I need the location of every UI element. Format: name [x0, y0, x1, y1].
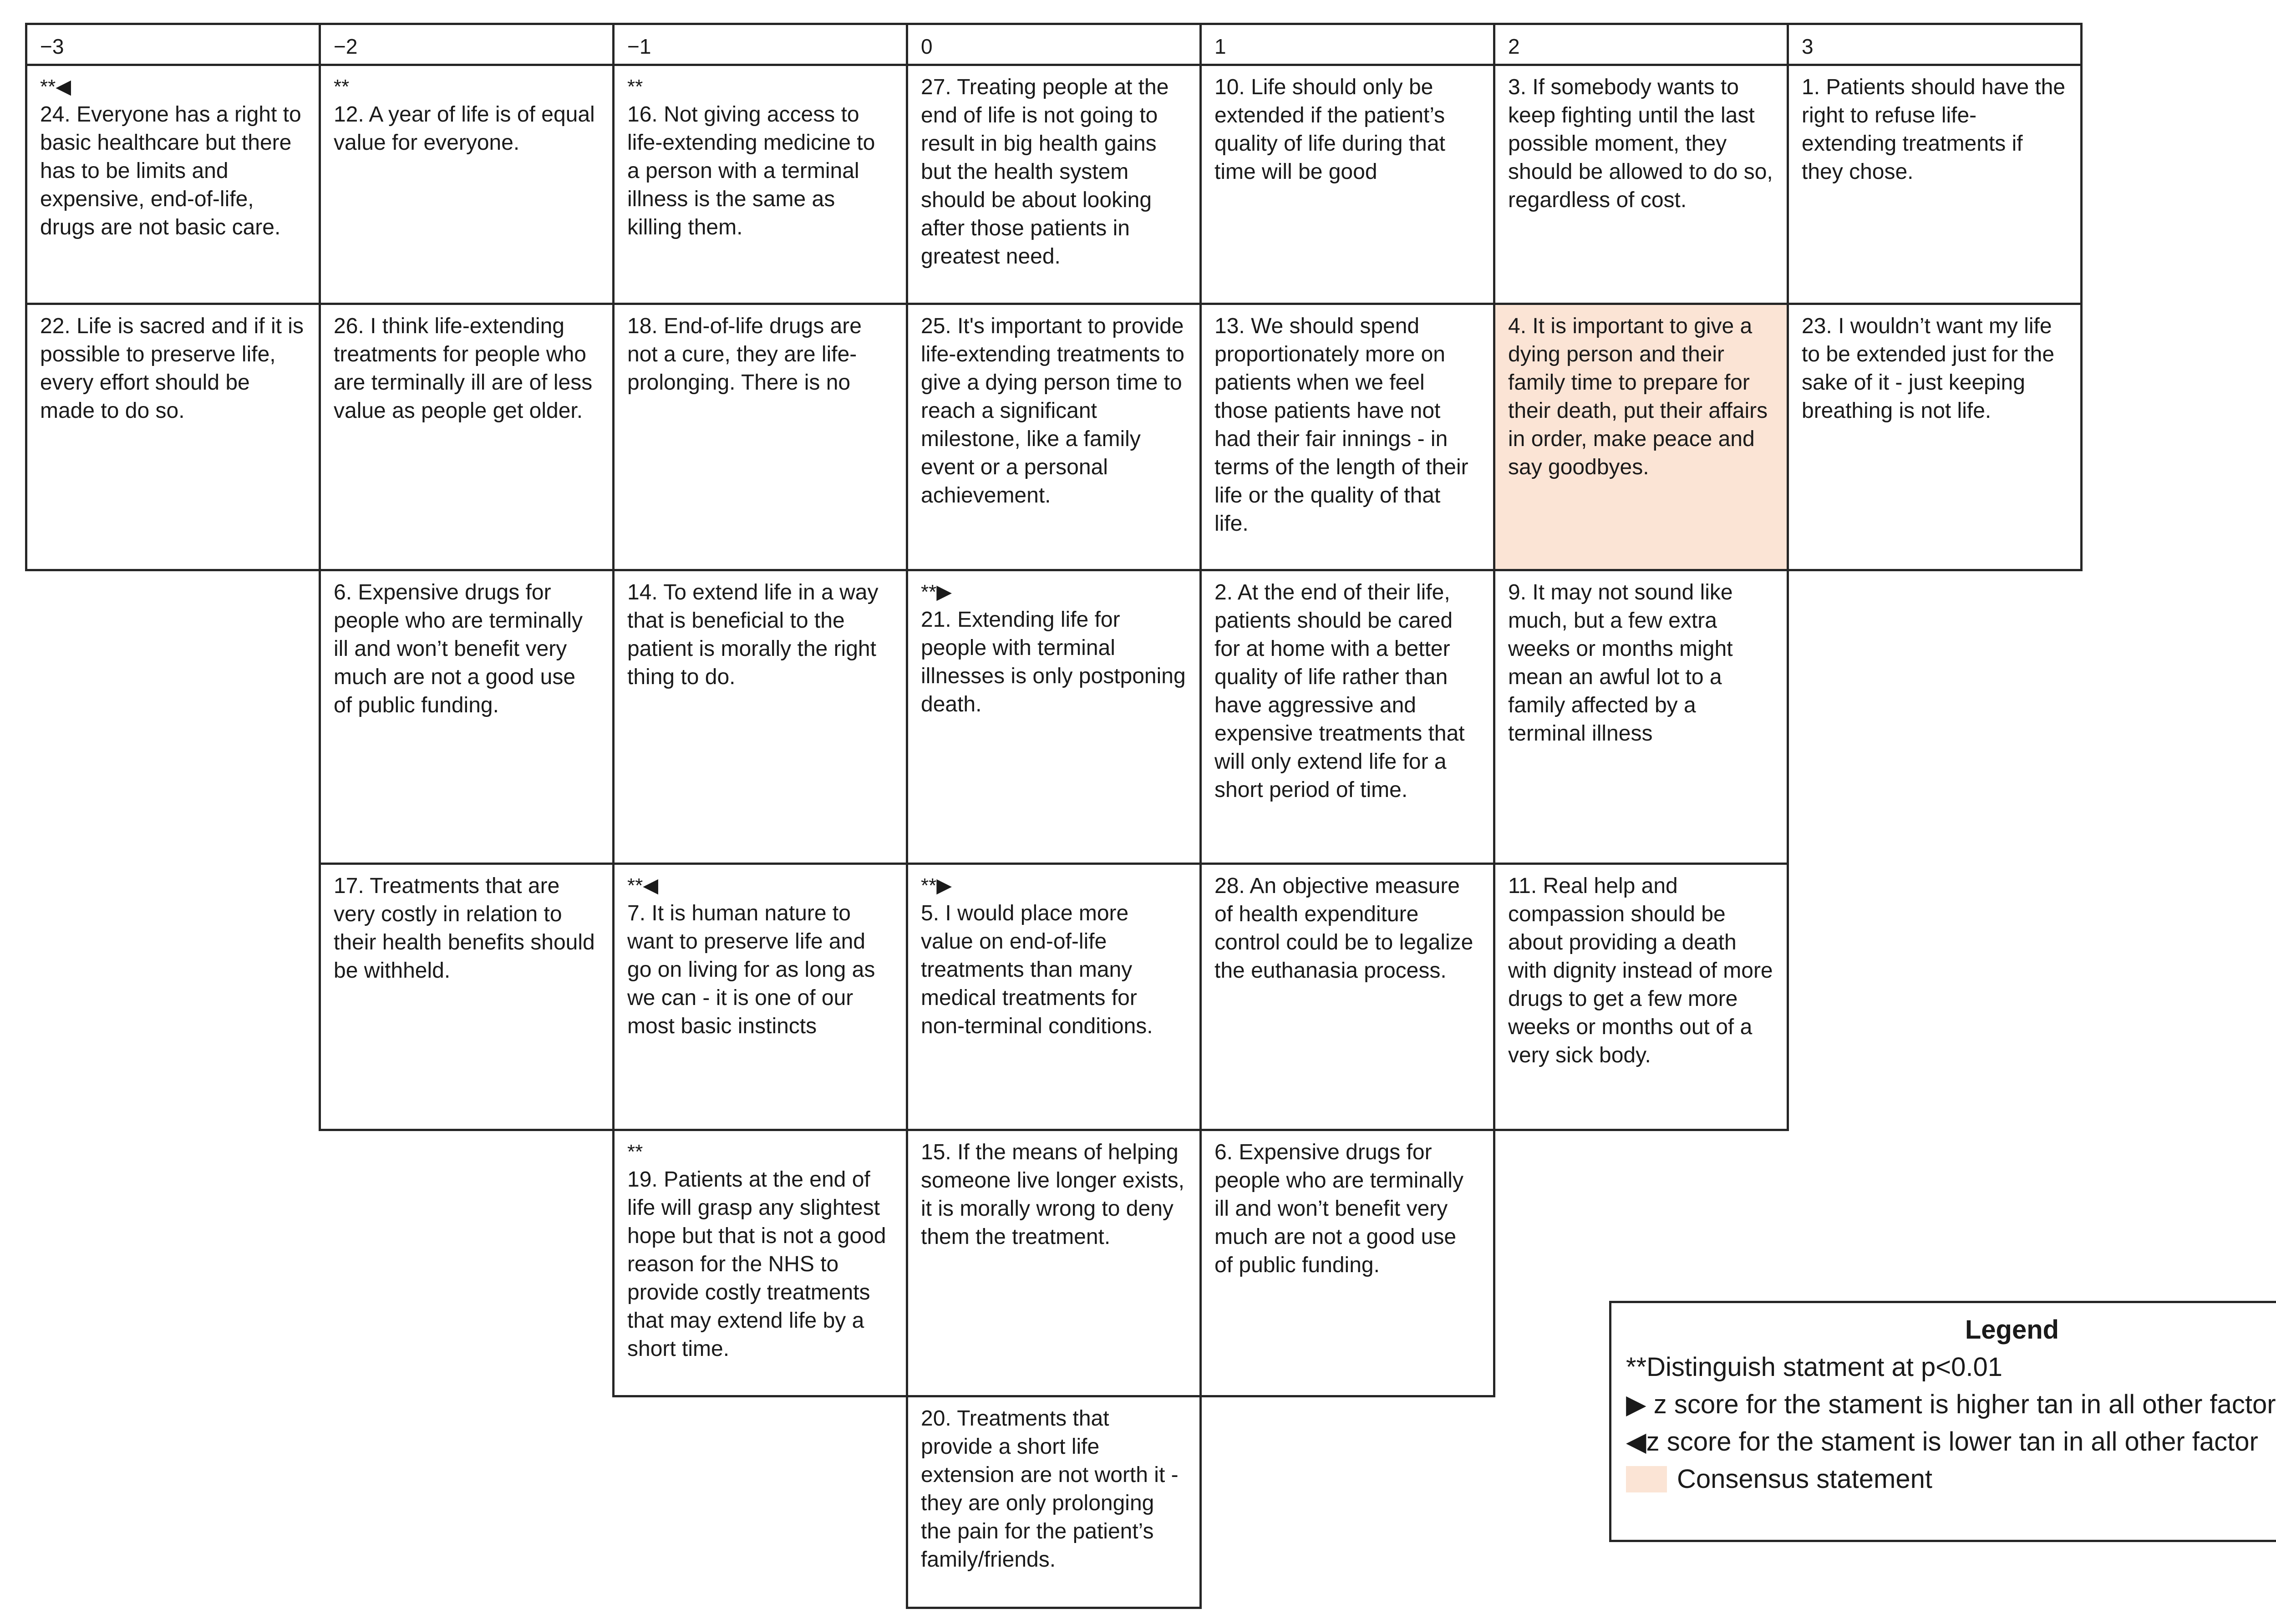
statement-text: 26. I think life-extending treatments for people who are terminally ill are of less value as people get older.	[334, 314, 593, 423]
significance-marker: **▶	[921, 874, 952, 897]
legend-lower-label: ◀z score for the stament is lower tan in all other factor	[1626, 1427, 2258, 1457]
statement-text: 25. It's important to provide life-extending treatments to give a dying person time to reach a significant milestone, like a family event or a personal achievement.	[921, 314, 1184, 508]
statement-card	[612, 303, 908, 571]
significance-marker: **	[627, 76, 643, 98]
statement-card	[1493, 569, 1789, 865]
statement-card	[1199, 569, 1495, 865]
statement-text: 19. Patients at the end of life will grasp any slightest hope but that is not a good reason for the NHS to provide costly treatments that may extend life by a short time.	[627, 1167, 886, 1361]
statement-card	[906, 1129, 1202, 1397]
statement-card	[319, 569, 615, 865]
legend-distinguish-item	[1626, 1349, 2276, 1386]
column-header-1: −2	[319, 23, 615, 66]
statement-card	[1199, 64, 1495, 305]
column-header-6: 3	[1787, 23, 2083, 66]
statement-card	[319, 303, 615, 571]
statement-card	[1199, 1129, 1495, 1397]
statement-text: 16. Not giving access to life-extending medicine to a person with a terminal illness is the same as killing them.	[627, 102, 875, 239]
statement-text: 6. Expensive drugs for people who are terminally ill and won’t benefit very much are not a good use of public funding.	[1214, 1140, 1463, 1277]
statement-text: 6. Expensive drugs for people who are terminally ill and won’t benefit very much are not a good use of public funding.	[334, 580, 583, 717]
legend-box	[1609, 1301, 2276, 1542]
statement-card	[319, 64, 615, 305]
statement-text: 4. It is important to give a dying person and their family time to prepare for their death, put their affairs in order, make peace and say goodbyes.	[1508, 314, 1768, 479]
significance-marker: **◀	[40, 76, 71, 98]
significance-marker: **	[627, 1141, 643, 1163]
statement-text: 12. A year of life is of equal value for everyone.	[334, 102, 595, 155]
statement-text: 23. I wouldn’t want my life to be extended just for the sake of it - just keeping breathing is not life.	[1802, 314, 2055, 423]
statement-card	[612, 569, 908, 865]
statement-card	[612, 64, 908, 305]
statement-text: 28. An objective measure of health expenditure control could be to legalize the euthanasia process.	[1214, 874, 1473, 983]
statement-card	[906, 863, 1202, 1131]
statement-card	[25, 303, 321, 571]
column-header-0: −3	[25, 23, 321, 66]
significance-marker: **▶	[921, 581, 952, 603]
statement-card	[25, 64, 321, 305]
statement-text: 14. To extend life in a way that is beneficial to the patient is morally the right thing to do.	[627, 580, 879, 689]
statement-card	[1493, 863, 1789, 1131]
statement-text: 22. Life is sacred and if it is possible to preserve life, every effort should be made to do so.	[40, 314, 304, 423]
statement-card	[1493, 303, 1789, 571]
statement-text: 9. It may not sound like much, but a few extra weeks or months might mean an awful lot to a family affected by a terminal illness	[1508, 580, 1733, 746]
legend-higher-item	[1626, 1386, 2276, 1423]
statement-card	[906, 569, 1202, 865]
statement-card	[612, 1129, 908, 1397]
column-header-5: 2	[1493, 23, 1789, 66]
statement-text: 2. At the end of their life, patients should be cared for at home with a better quality of life rather than have aggressive and expensive treatments that will only extend life for a short period of time.	[1214, 580, 1465, 802]
statement-card	[1493, 64, 1789, 305]
statement-text: 17. Treatments that are very costly in relation to their health benefits should be withheld.	[334, 874, 595, 983]
statement-text: 20. Treatments that provide a short life extension are not worth it - they are only prolonging the pain for the patient’s family/friends.	[921, 1406, 1179, 1572]
statement-card	[1787, 303, 2083, 571]
legend-distinguish-label: **Distinguish statment at p<0.01	[1626, 1352, 2002, 1382]
significance-marker: **	[334, 76, 350, 98]
statement-text: 11. Real help and compassion should be about providing a death with dignity instead of more drugs to get a few more weeks or months out of a very sick body.	[1508, 874, 1773, 1067]
statement-text: 7. It is human nature to want to preserve life and go on living for as long as we can - it is one of our most basic instincts	[627, 901, 875, 1038]
legend-higher-label: ▶ z score for the stament is higher tan in all other factor	[1626, 1390, 2276, 1419]
significance-marker: **◀	[627, 874, 659, 897]
statement-text: 18. End-of-life drugs are not a cure, they are life-prolonging. There is no	[627, 314, 862, 395]
legend-lower-item	[1626, 1423, 2276, 1461]
statement-card	[906, 303, 1202, 571]
statement-card	[1199, 863, 1495, 1131]
statement-text: 21. Extending life for people with terminal illnesses is only postponing death.	[921, 608, 1186, 716]
statement-card	[906, 1395, 1202, 1609]
statement-card	[319, 863, 615, 1131]
statement-card	[1787, 64, 2083, 305]
statement-text: 13. We should spend proportionately more on patients when we feel those patients have not had their fair innings - in terms of the length of their life or the quality of that life.	[1214, 314, 1468, 536]
legend-title: Legend	[1965, 1315, 2059, 1345]
statement-card	[906, 64, 1202, 305]
statement-text: 24. Everyone has a right to basic healthcare but there has to be limits and expensive, end-of-life, drugs are not basic care.	[40, 102, 301, 239]
statement-text: 10. Life should only be extended if the patient’s quality of life during that time will be good	[1214, 75, 1445, 184]
legend-consensus-label: Consensus statement	[1677, 1464, 1932, 1494]
legend-consensus-item	[1626, 1461, 2276, 1498]
statement-text: 15. If the means of helping someone live longer exists, it is morally wrong to deny them the treatment.	[921, 1140, 1184, 1249]
statement-text: 1. Patients should have the right to refuse life-extending treatments if they chose.	[1802, 75, 2066, 184]
column-header-3: 0	[906, 23, 1202, 66]
statement-text: 5. I would place more value on end-of-life treatments than many medical treatments for non-terminal conditions.	[921, 901, 1153, 1038]
statement-text: 27. Treating people at the end of life is not going to result in big health gains but the health system should be about looking after those patients in greatest need.	[921, 75, 1169, 269]
consensus-swatch	[1626, 1466, 1667, 1492]
column-header-2: −1	[612, 23, 908, 66]
statement-card	[1199, 303, 1495, 571]
statement-text: 3. If somebody wants to keep fighting until the last possible moment, they should be allowed to do so, regardless of cost.	[1508, 75, 1773, 212]
statement-card	[612, 863, 908, 1131]
column-header-4: 1	[1199, 23, 1495, 66]
